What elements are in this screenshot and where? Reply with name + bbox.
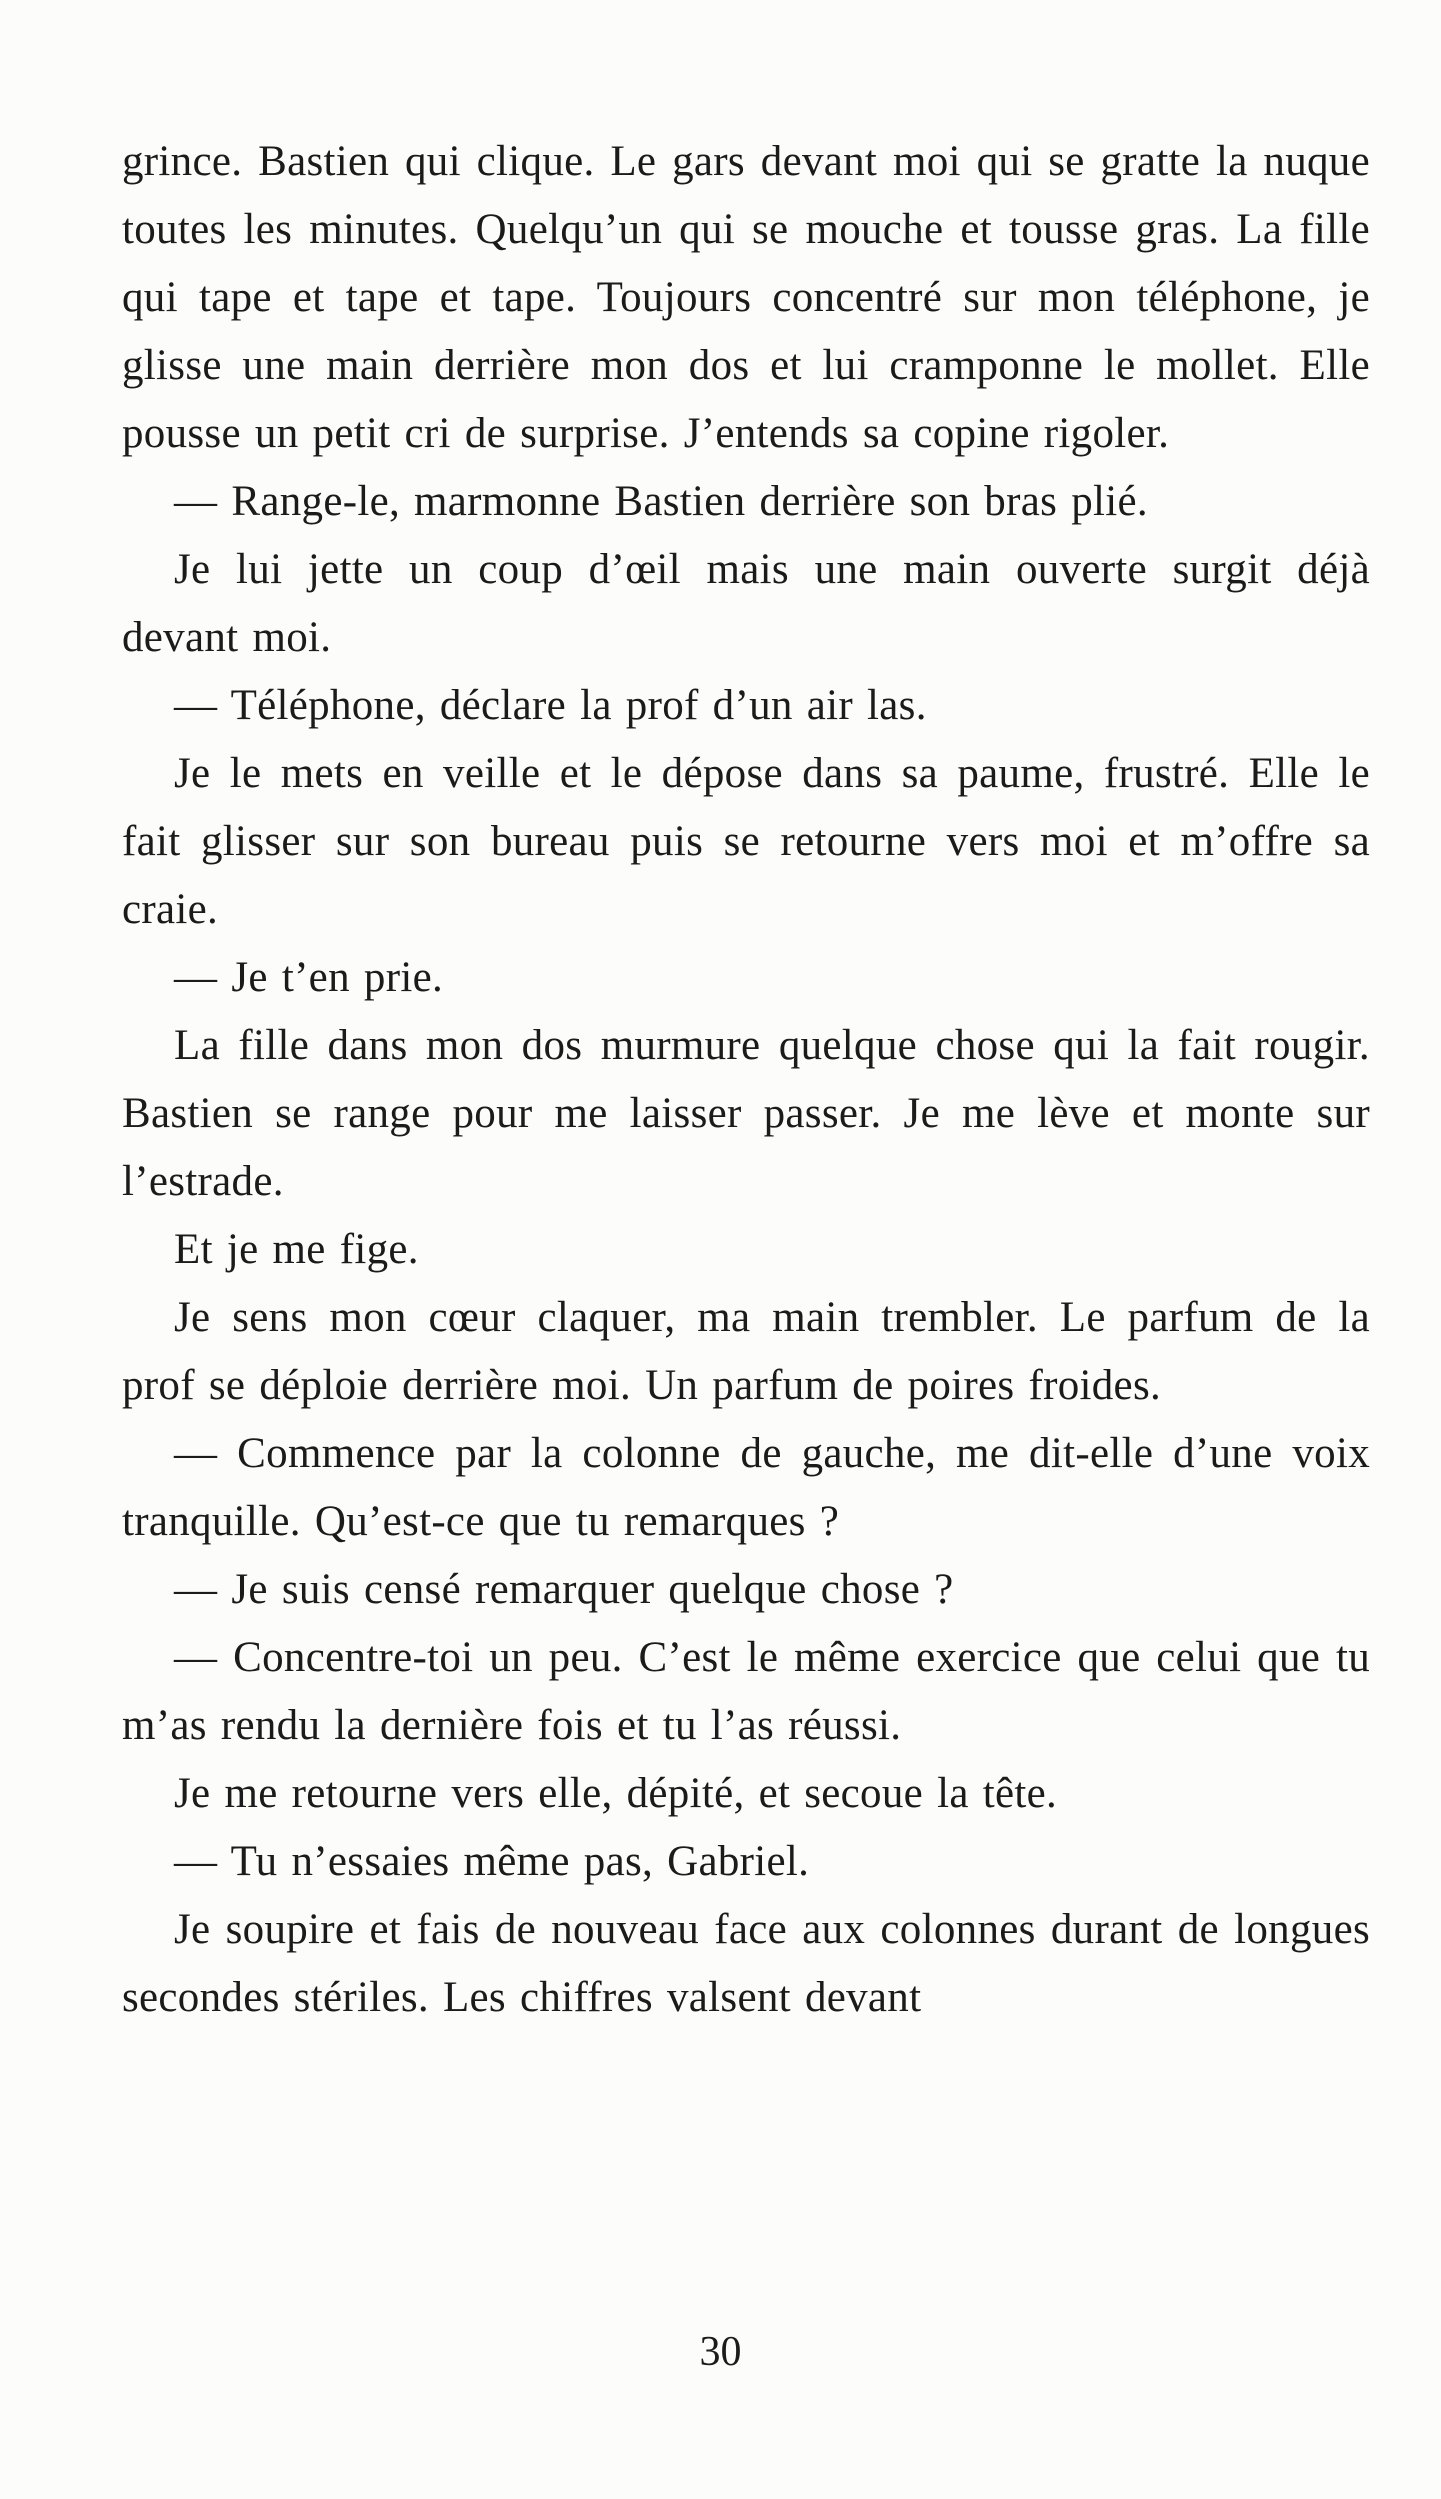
paragraph: Et je me fige. <box>174 1226 419 1273</box>
paragraph: grince. Bastien qui clique. Le gars devant moi qui se gratte la nuque toutes les minutes. Quelqu’un qui se mouche et tousse gras. La fille qui tape et tape et tape. Toujours concentré sur mon téléphone, je glisse une main derrière mon dos et lui cramponne le mollet. Elle pousse un petit cri de surprise. J’entends sa copine rigoler. <box>122 138 1370 457</box>
paragraph: Je sens mon cœur claquer, ma main trembler. Le parfum de la prof se déploie derrière moi. Un parfum de poires froides. <box>122 1294 1370 1409</box>
paragraph: Je lui jette un coup d’œil mais une main ouverte surgit déjà devant moi. <box>122 546 1370 661</box>
paragraph: Je soupire et fais de nouveau face aux colonnes durant de longues secondes stériles. Les chiffres valsent devant <box>122 1906 1370 2021</box>
paragraph: — Commence par la colonne de gauche, me dit-elle d’une voix tranquille. Qu’est-ce que tu remarques ? <box>122 1430 1370 1545</box>
paragraph: — Je suis censé remarquer quelque chose ? <box>174 1566 954 1613</box>
paragraph: — Tu n’essaies même pas, Gabriel. <box>174 1838 810 1885</box>
page-number: 30 <box>699 2329 742 2375</box>
paragraph: — Je t’en prie. <box>174 954 444 1001</box>
text-block <box>122 128 1370 2032</box>
paragraph: — Range-le, marmonne Bastien derrière son bras plié. <box>174 478 1148 525</box>
paragraph: — Concentre-toi un peu. C’est le même exercice que celui que tu m’as rendu la dernière fois et tu l’as réussi. <box>122 1634 1370 1749</box>
paragraph: Je me retourne vers elle, dépité, et secoue la tête. <box>174 1770 1058 1817</box>
paragraph: — Téléphone, déclare la prof d’un air las. <box>174 682 927 729</box>
paragraph: La fille dans mon dos murmure quelque chose qui la fait rougir. Bastien se range pour me laisser passer. Je me lève et monte sur l’estrade. <box>122 1022 1370 1205</box>
paragraph: Je le mets en veille et le dépose dans sa paume, frustré. Elle le fait glisser sur son bureau puis se retourne vers moi et m’offre sa craie. <box>122 750 1370 933</box>
